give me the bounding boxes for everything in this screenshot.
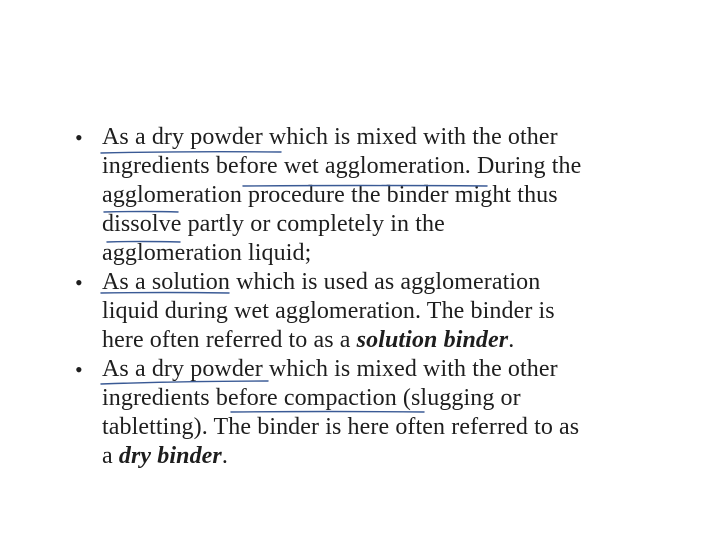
text-line: agglomeration procedure the binder might thus — [102, 182, 558, 208]
text-line: ingredients before compaction (slugging or — [102, 385, 521, 411]
bullet-dry-powder-wet-agglomeration — [72, 123, 672, 268]
text-line-with-term — [102, 442, 672, 471]
text-line: ingredients before wet agglomeration. During the — [102, 153, 582, 179]
term-dry-binder: dry binder — [118, 443, 222, 469]
text-line: As a solution which is used as agglomeration — [102, 269, 541, 295]
text-line-with-term — [102, 326, 672, 355]
text-line: dissolve partly or completely in the — [102, 211, 445, 237]
text-fragment: . — [508, 327, 515, 353]
text-line: agglomeration liquid; — [102, 240, 312, 266]
bullet-dot-icon: • — [75, 125, 83, 150]
text-line: As a dry powder which is mixed with the other — [102, 356, 558, 382]
text-line: tabletting). The binder is here often referred to as — [102, 414, 580, 440]
term-solution-binder: solution binder — [356, 327, 509, 353]
bullet-list — [72, 123, 672, 471]
text-line: As a dry powder which is mixed with the other — [102, 124, 558, 150]
text-fragment: here often referred to as a — [102, 327, 357, 353]
text-line: liquid during wet agglomeration. The binder is — [102, 298, 555, 324]
bullet-dot-icon: • — [75, 270, 83, 295]
text-fragment: a — [102, 443, 119, 469]
text-fragment: . — [221, 443, 228, 469]
bullet-solution-binder — [72, 268, 672, 355]
bullet-dry-binder — [72, 355, 672, 471]
bullet-dot-icon: • — [75, 357, 83, 382]
